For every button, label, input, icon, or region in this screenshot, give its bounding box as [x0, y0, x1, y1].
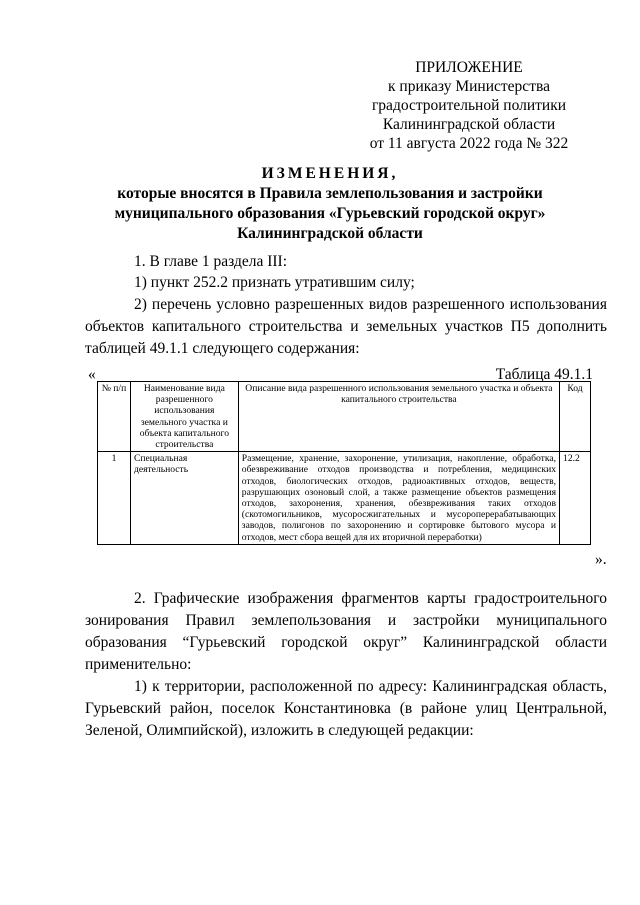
- annex-line-ministry: градостроительной политики: [371, 97, 567, 114]
- section1-item2: 2) перечень условно разрешенных видов разрешенного использования объектов капитального строительства и земельных участков П5 дополнить таблицей 49.1.1 следующего содержания:: [85, 296, 607, 357]
- table-49-1-1: [97, 381, 591, 545]
- section2-item1: 1) к территории, расположенной по адресу: Калининградская область, Гурьевский район, поселок Константиновка (в районе улиц Центральной, Зеленой, Олимпийской), изложить в следующей редакции:: [85, 678, 607, 739]
- annex-line-region: Калининградской области: [382, 116, 556, 133]
- annex-line-date: от 11 августа 2022 года № 322: [369, 135, 569, 152]
- table-header-row: [98, 382, 591, 452]
- title-main: ИЗМЕНЕНИЯ,: [261, 165, 399, 182]
- annex-line-order: к приказу Министерства: [388, 78, 550, 95]
- header-name: Наименование вида разрешенного использования земельного участка и объекта капитального строительства: [130, 382, 238, 452]
- section2-paragraph: 2. Графические изображения фрагментов карты градостроительного зонирования Правил землепользования и застройки муниципального образования “Гурьевский городской округ” Калининградской области применительно:: [85, 590, 607, 673]
- cell-desc: Размещение, хранение, захоронение, утилизация, накопление, обработка, обезвреживание отходов производства и потребления, медицинских отходов, биологических отходов, радиоактивных отходов, веществ, разрушающих озоновый слой, а также размещение объектов размещения отходов, захоронения, хранения, обезвреживания таких отходов (скотомогильников, мусоросжигательных и мусороперерабатывающих заводов, полигонов по захоронению и сортировке бытового мусора и отходов, мест сбора вещей для их вторичной переработки): [238, 452, 559, 545]
- table-label: Таблица 49.1.1: [495, 366, 593, 383]
- title-subtitle-line-1: которые вносятся в Правила землепользования и застройки: [117, 185, 543, 202]
- header-code: Код: [560, 382, 591, 452]
- header-desc: Описание вида разрешенного использования земельного участка и объекта капитального строительства: [238, 382, 559, 452]
- document-title: [60, 164, 600, 244]
- title-subtitle-line-2: муниципального образования «Гурьевский городской округ»: [114, 205, 546, 222]
- cell-num: 1: [98, 452, 131, 545]
- cell-name: Специальная деятельность: [130, 452, 238, 545]
- section1-heading: 1. В главе 1 раздела III:: [134, 253, 288, 270]
- cell-code: 12.2: [560, 452, 591, 545]
- table-close-quote: ».: [595, 551, 607, 568]
- annex-block: [354, 58, 584, 153]
- header-num: № п/п: [98, 382, 131, 452]
- annex-title: ПРИЛОЖЕНИЕ: [415, 59, 523, 76]
- table-open-quote: «: [88, 366, 96, 383]
- section1-item1: 1) пункт 252.2 признать утратившим силу;: [134, 274, 415, 291]
- title-subtitle-line-3: Калининградской области: [237, 225, 423, 242]
- table-row: [98, 452, 591, 545]
